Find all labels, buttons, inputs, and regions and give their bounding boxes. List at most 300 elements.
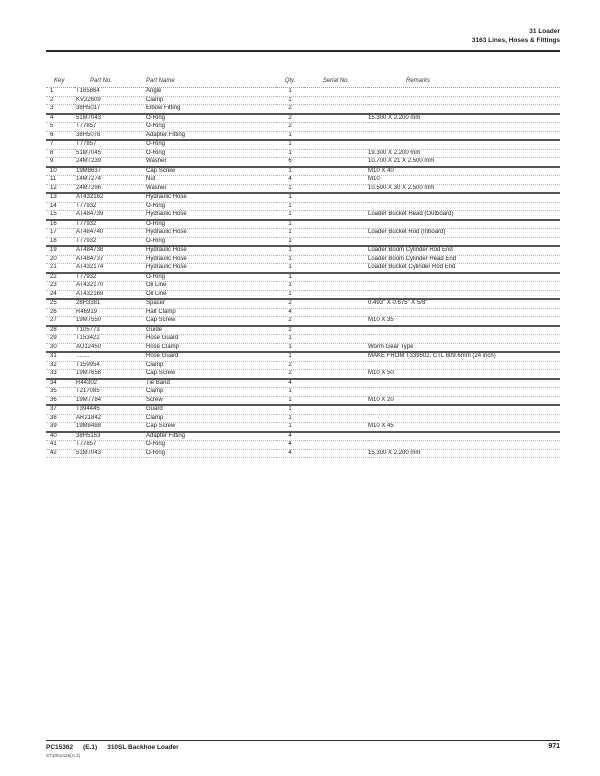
table-row (46, 388, 560, 397)
table-row (46, 299, 560, 308)
cell-key: 8 (46, 149, 74, 158)
cell-qty: 1 (276, 184, 304, 193)
column-header-serial-no: Serial No. (322, 78, 350, 84)
cell-part-no: 24M7296 (74, 184, 146, 193)
cell-qty: 1 (276, 237, 304, 246)
table-row (46, 441, 560, 450)
cell-qty: 1 (276, 246, 304, 255)
cell-qty: 1 (276, 202, 304, 211)
cell-key: 1 (46, 88, 74, 97)
table-row (46, 114, 560, 123)
cell-remarks (368, 282, 560, 291)
cell-part-no: T77857 (74, 140, 146, 149)
footer-catalog-number: PC15362 (46, 744, 74, 751)
cell-part-name: Tie Band (146, 379, 276, 388)
cell-part-no: AT432170 (74, 282, 146, 291)
cell-key: 35 (46, 388, 74, 397)
cell-serial-no (304, 131, 368, 140)
cell-part-name: Hose Clamp (146, 343, 276, 352)
cell-part-no: T77857 (74, 123, 146, 132)
cell-qty: 1 (276, 211, 304, 220)
cell-serial-no (304, 317, 368, 326)
cell-serial-no (304, 414, 368, 423)
cell-remarks (368, 326, 560, 335)
table-row (46, 290, 560, 299)
cell-qty: 1 (276, 88, 304, 97)
table-group (46, 167, 560, 194)
cell-qty: 1 (276, 352, 304, 361)
cell-part-name: Hose Guard (146, 335, 276, 344)
cell-serial-no (304, 167, 368, 176)
cell-qty: 1 (276, 193, 304, 202)
cell-qty: 2 (276, 299, 304, 308)
cell-key: 29 (46, 335, 74, 344)
cell-remarks (368, 441, 560, 450)
table-row (46, 308, 560, 317)
cell-remarks (368, 405, 560, 414)
cell-part-name: Spacer (146, 299, 276, 308)
table-group (46, 326, 560, 353)
footer-rule (46, 740, 560, 741)
cell-part-no: AT432174 (74, 264, 146, 273)
cell-remarks: 15.300 X 2.200 mm (368, 449, 560, 458)
cell-key: 20 (46, 255, 74, 264)
cell-remarks: M10 X 45 (368, 423, 560, 432)
cell-key: 13 (46, 193, 74, 202)
cell-qty: 1 (276, 255, 304, 264)
column-header-qty: Qty. (284, 78, 296, 84)
cell-remarks: Loader Boom Cylinder Rod End (368, 246, 560, 255)
cell-key: 36 (46, 396, 74, 405)
cell-key: 5 (46, 123, 74, 132)
cell-part-name: Guide (146, 326, 276, 335)
cell-remarks (368, 88, 560, 97)
column-header-part-no: Part No. (90, 78, 113, 84)
cell-part-no: AT484738 (74, 246, 146, 255)
cell-remarks: Loader Bucket Cylinder Rod End (368, 264, 560, 273)
cell-remarks: M10 (368, 176, 560, 185)
table-row (46, 326, 560, 335)
table-row (46, 405, 560, 414)
cell-part-no: 38H5076 (74, 131, 146, 140)
cell-key: 22 (46, 273, 74, 282)
cell-part-name: O-Ring (146, 449, 276, 458)
cell-qty: 1 (276, 282, 304, 291)
table-row (46, 237, 560, 246)
footer-model-name: 310SL Backhoe Loader (107, 744, 179, 751)
cell-key: 17 (46, 229, 74, 238)
cell-key: 39 (46, 423, 74, 432)
table-row (46, 193, 560, 202)
table-row (46, 396, 560, 405)
table-group (46, 88, 560, 114)
cell-key: 18 (46, 237, 74, 246)
cell-key: 32 (46, 361, 74, 370)
header-section-title: 31 Loader (529, 28, 560, 35)
cell-key: 37 (46, 405, 74, 414)
cell-part-name: Hydraulic Hose (146, 255, 276, 264)
table-group (46, 246, 560, 273)
cell-part-no: 14M7274 (74, 176, 146, 185)
cell-part-no: T77932 (74, 273, 146, 282)
cell-part-no: T77857 (74, 441, 146, 450)
page-number: 971 (548, 743, 560, 750)
cell-serial-no (304, 149, 368, 158)
cell-key: 19 (46, 246, 74, 255)
cell-serial-no (304, 370, 368, 379)
cell-remarks: M10 X 20 (368, 396, 560, 405)
cell-qty: 1 (276, 220, 304, 229)
table-row (46, 149, 560, 158)
table-row (46, 352, 560, 361)
table-row (46, 105, 560, 114)
cell-remarks (368, 290, 560, 299)
table-row (46, 379, 560, 388)
cell-part-name: Cap Screw (146, 317, 276, 326)
cell-key: 2 (46, 96, 74, 105)
cell-qty: 2 (276, 326, 304, 335)
column-header-key: Key (54, 78, 65, 84)
cell-serial-no (304, 432, 368, 441)
cell-serial-no (304, 299, 368, 308)
cell-serial-no (304, 282, 368, 291)
table-group (46, 432, 560, 458)
cell-serial-no (304, 123, 368, 132)
cell-qty: 1 (276, 405, 304, 414)
table-row (46, 335, 560, 344)
cell-remarks: Loader Bucket Head (Outboard) (368, 211, 560, 220)
cell-remarks: Loader Boom Cylinder Head End (368, 255, 560, 264)
cell-qty: 2 (276, 361, 304, 370)
cell-remarks (368, 105, 560, 114)
cell-remarks (368, 414, 560, 423)
cell-qty: 1 (276, 335, 304, 344)
table-group (46, 405, 560, 432)
cell-remarks (368, 379, 560, 388)
cell-qty: 1 (276, 273, 304, 282)
cell-key: 23 (46, 282, 74, 291)
cell-remarks: M10 X 40 (368, 167, 560, 176)
cell-part-no: 19M7658 (74, 370, 146, 379)
table-row (46, 184, 560, 193)
cell-key: 28 (46, 326, 74, 335)
cell-key: 15 (46, 211, 74, 220)
cell-serial-no (304, 88, 368, 97)
header-group-title: 3163 Lines, Hoses & Fittings (471, 37, 560, 44)
cell-part-name: Clamp (146, 388, 276, 397)
cell-remarks: M10 X 50 (368, 370, 560, 379)
cell-qty: 2 (276, 114, 304, 123)
table-row (46, 167, 560, 176)
cell-serial-no (304, 388, 368, 397)
cell-part-no: 19M7550 (74, 317, 146, 326)
cell-part-name: Hydraulic Hose (146, 264, 276, 273)
cell-key: 12 (46, 184, 74, 193)
table-row (46, 176, 560, 185)
cell-serial-no (304, 308, 368, 317)
cell-part-name: Elbow Fitting (146, 105, 276, 114)
cell-part-name: Oil Line (146, 282, 276, 291)
cell-part-name: O-Ring (146, 114, 276, 123)
cell-qty: 2 (276, 370, 304, 379)
cell-key: 9 (46, 158, 74, 167)
cell-part-name: O-Ring (146, 123, 276, 132)
cell-key: 24 (46, 290, 74, 299)
cell-part-no: ........ (74, 352, 146, 361)
cell-qty: 4 (276, 449, 304, 458)
table-row (46, 140, 560, 149)
footer-form-number: ST1001426(A.2) (46, 753, 81, 758)
cell-remarks (368, 335, 560, 344)
cell-part-no: 28H3381 (74, 299, 146, 308)
cell-part-no: T77932 (74, 237, 146, 246)
cell-qty: 4 (276, 379, 304, 388)
table-group (46, 114, 560, 141)
cell-part-name: O-Ring (146, 140, 276, 149)
table-group (46, 379, 560, 406)
cell-qty: 1 (276, 423, 304, 432)
cell-key: 26 (46, 308, 74, 317)
table-row (46, 220, 560, 229)
cell-qty: 1 (276, 229, 304, 238)
table-group (46, 299, 560, 326)
page-header (472, 27, 560, 45)
table-row (46, 255, 560, 264)
cell-part-name: Hydraulic Hose (146, 246, 276, 255)
cell-part-name: Adapter Fitting (146, 432, 276, 441)
cell-part-no: T159954 (74, 361, 146, 370)
cell-part-no: AT484740 (74, 229, 146, 238)
cell-serial-no (304, 96, 368, 105)
cell-remarks (368, 432, 560, 441)
cell-remarks (368, 273, 560, 282)
cell-part-no: T77932 (74, 202, 146, 211)
cell-part-no: AT484737 (74, 255, 146, 264)
cell-remarks (368, 140, 560, 149)
cell-part-name: Washer (146, 158, 276, 167)
header-rule (46, 50, 560, 52)
cell-part-name: Washer (146, 184, 276, 193)
cell-part-no: T105773 (74, 326, 146, 335)
cell-remarks (368, 131, 560, 140)
cell-remarks (368, 388, 560, 397)
cell-remarks (368, 308, 560, 317)
cell-serial-no (304, 290, 368, 299)
cell-part-name: Clamp (146, 361, 276, 370)
cell-key: 4 (46, 114, 74, 123)
cell-part-name: Clamp (146, 96, 276, 105)
cell-serial-no (304, 140, 368, 149)
table-group (46, 140, 560, 167)
cell-serial-no (304, 361, 368, 370)
cell-serial-no (304, 264, 368, 273)
cell-part-no: 19M7784 (74, 396, 146, 405)
cell-remarks: 10.700 X 21 X 2.500 mm (368, 158, 560, 167)
table-row (46, 432, 560, 441)
cell-qty: 1 (276, 96, 304, 105)
cell-serial-no (304, 202, 368, 211)
cell-part-no: 51M7045 (74, 149, 146, 158)
cell-serial-no (304, 343, 368, 352)
cell-part-no: T153422 (74, 335, 146, 344)
cell-key: 21 (46, 264, 74, 273)
table-group (46, 352, 560, 379)
cell-qty: 4 (276, 432, 304, 441)
cell-key: 3 (46, 105, 74, 114)
cell-part-no: AT484739 (74, 211, 146, 220)
cell-serial-no (304, 158, 368, 167)
table-group (46, 273, 560, 300)
cell-key: 10 (46, 167, 74, 176)
footer-revision: (E.1) (83, 744, 98, 751)
cell-serial-no (304, 326, 368, 335)
cell-part-name: Angle (146, 88, 276, 97)
cell-serial-no (304, 193, 368, 202)
cell-serial-no (304, 405, 368, 414)
cell-part-no: KV22609 (74, 96, 146, 105)
cell-part-no: T217085 (74, 388, 146, 397)
table-row (46, 131, 560, 140)
cell-part-no: 24M7239 (74, 158, 146, 167)
cell-serial-no (304, 273, 368, 282)
cell-part-name: Hydraulic Hose (146, 229, 276, 238)
cell-part-name: Adapter Fitting (146, 131, 276, 140)
table-row (46, 96, 560, 105)
cell-part-name: O-Ring (146, 202, 276, 211)
footer-catalog-info (46, 744, 179, 751)
cell-qty: 2 (276, 105, 304, 114)
cell-remarks: Loader Bucket Rod (Inboard) (368, 229, 560, 238)
cell-key: 41 (46, 441, 74, 450)
cell-key: 40 (46, 432, 74, 441)
cell-part-name: Oil Line (146, 290, 276, 299)
cell-key: 30 (46, 343, 74, 352)
table-row (46, 88, 560, 97)
cell-qty: 6 (276, 158, 304, 167)
cell-serial-no (304, 396, 368, 405)
cell-remarks: 15.300 X 2.200 mm (368, 114, 560, 123)
cell-qty: 2 (276, 123, 304, 132)
cell-part-no: T77932 (74, 220, 146, 229)
table-row (46, 370, 560, 379)
table-row (46, 273, 560, 282)
cell-qty: 1 (276, 290, 304, 299)
table-row (46, 246, 560, 255)
cell-qty: 4 (276, 176, 304, 185)
cell-serial-no (304, 449, 368, 458)
cell-part-no: T394445 (74, 405, 146, 414)
cell-remarks (368, 237, 560, 246)
cell-qty: 1 (276, 343, 304, 352)
cell-part-no: AR21842 (74, 414, 146, 423)
cell-serial-no (304, 184, 368, 193)
cell-part-no: 19M8488 (74, 423, 146, 432)
cell-part-name: O-Ring (146, 149, 276, 158)
cell-part-name: Cap Screw (146, 423, 276, 432)
cell-part-name: Guard (146, 405, 276, 414)
cell-part-name: Screw (146, 396, 276, 405)
cell-remarks: Worm Gear Type (368, 343, 560, 352)
cell-remarks: M10 X 35 (368, 317, 560, 326)
cell-qty: 4 (276, 308, 304, 317)
cell-qty: 1 (276, 140, 304, 149)
cell-serial-no (304, 114, 368, 123)
cell-serial-no (304, 211, 368, 220)
cell-remarks (368, 202, 560, 211)
cell-remarks (368, 193, 560, 202)
table-row (46, 361, 560, 370)
cell-part-no: 38H5153 (74, 432, 146, 441)
cell-part-name: Hose Guard (146, 352, 276, 361)
cell-remarks: 0.493" X 0.675" X 5/8" (368, 299, 560, 308)
table-row (46, 282, 560, 291)
table-row (46, 123, 560, 132)
column-header-part-name: Part Name (146, 78, 175, 84)
cell-serial-no (304, 237, 368, 246)
cell-part-name: Half Clamp (146, 308, 276, 317)
cell-part-name: Hydraulic Hose (146, 193, 276, 202)
cell-part-name: Cap Screw (146, 370, 276, 379)
table-row (46, 202, 560, 211)
parts-table (46, 70, 560, 458)
cell-serial-no (304, 229, 368, 238)
cell-qty: 2 (276, 317, 304, 326)
cell-part-no: R44302 (74, 379, 146, 388)
cell-remarks (368, 361, 560, 370)
cell-serial-no (304, 255, 368, 264)
cell-part-name: Clamp (146, 414, 276, 423)
cell-key: 42 (46, 449, 74, 458)
table-row (46, 158, 560, 167)
cell-key: 7 (46, 140, 74, 149)
table-row (46, 317, 560, 326)
table-row (46, 264, 560, 273)
cell-part-name: O-Ring (146, 220, 276, 229)
cell-remarks (368, 220, 560, 229)
cell-serial-no (304, 335, 368, 344)
cell-key: 11 (46, 176, 74, 185)
cell-remarks (368, 96, 560, 105)
column-header-remarks: Remarks (406, 78, 431, 84)
cell-remarks: 19.300 X 2.200 mm (368, 149, 560, 158)
cell-remarks: MAKE FROM T339502, CTL 609.6mm (24 inch) (368, 352, 560, 361)
cell-key: 16 (46, 220, 74, 229)
cell-serial-no (304, 441, 368, 450)
cell-part-no: R46919 (74, 308, 146, 317)
cell-qty: 1 (276, 414, 304, 423)
cell-key: 6 (46, 131, 74, 140)
cell-key: 14 (46, 202, 74, 211)
cell-qty: 1 (276, 131, 304, 140)
cell-qty: 1 (276, 149, 304, 158)
cell-part-no: 19M8637 (74, 167, 146, 176)
cell-part-no: 51M7043 (74, 114, 146, 123)
cell-part-no: 51M7043 (74, 449, 146, 458)
cell-remarks (368, 123, 560, 132)
cell-part-no: 38H5017 (74, 105, 146, 114)
cell-serial-no (304, 352, 368, 361)
cell-part-name: O-Ring (146, 237, 276, 246)
table-row (46, 211, 560, 220)
cell-key: 27 (46, 317, 74, 326)
cell-serial-no (304, 176, 368, 185)
cell-key: 25 (46, 299, 74, 308)
cell-key: 38 (46, 414, 74, 423)
cell-part-no: T165864 (74, 88, 146, 97)
cell-part-no: AT432162 (74, 193, 146, 202)
cell-part-name: Cap Screw (146, 167, 276, 176)
table-row (46, 229, 560, 238)
